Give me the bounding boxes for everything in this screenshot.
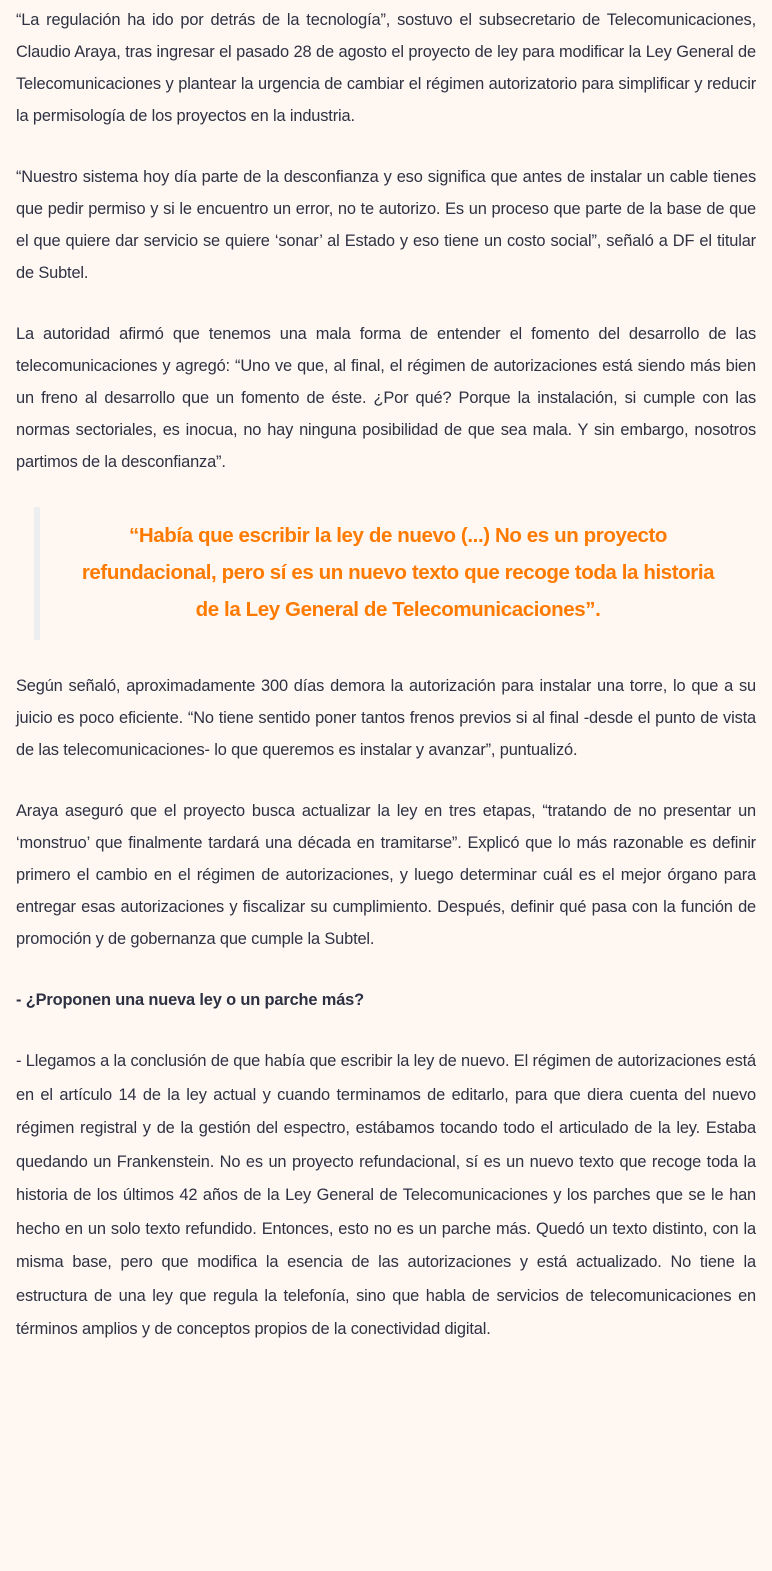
paragraph: “Nuestro sistema hoy día parte de la desconfianza y eso significa que antes de instalar un cable tienes que pedir permiso y si le encuentro un error, no te autorizo. Es un proceso que parte de la base de que el que quiere dar servicio se quiere ‘sonar’ al Estado y eso tiene un costo social”, señaló a DF el titular de Subtel.	[16, 168, 756, 282]
paragraph: La autoridad afirmó que tenemos una mala forma de entender el fomento del desarrollo de las telecomunicaciones y agregó: “Uno ve que, al final, el régimen de autorizaciones está siendo más bien un freno al desarrollo que un fomento de éste. ¿Por qué? Porque la instalación, si cumple con las normas sectoriales, es inocua, no hay ninguna posibilidad de que sea mala. Y sin embargo, nosotros partimos de la desconfianza”.	[16, 325, 756, 471]
pull-quote	[34, 507, 756, 640]
paragraph: “La regulación ha ido por detrás de la tecnología”, sostuvo el subsecretario de Telecomunicaciones, Claudio Araya, tras ingresar el pasado 28 de agosto el proyecto de ley para modificar la Ley General de Telecomunicaciones y plantear la urgencia de cambiar el régimen autorizatorio para simplificar y reducir la permisología de los proyectos en la industria.	[16, 11, 756, 125]
interview-answer: - Llegamos a la conclusión de que había que escribir la ley de nuevo. El régimen de autorizaciones está en el artículo 14 de la ley actual y cuando terminamos de editarlo, para que diera cuenta del nuevo régimen registral y de la gestión del espectro, estábamos tocando todo el articulado de la ley. Estaba quedando un Frankenstein. No es un proyecto refundacional, sí es un nuevo texto que recoge toda la historia de los últimos 42 años de la Ley General de Telecomunicaciones y los parches que se le han hecho en un solo texto refundido. Entonces, esto no es un parche más. Quedó un texto distinto, con la misma base, pero que modifica la esencia de las autorizaciones y está actualizado. No tiene la estructura de una ley que regula la telefonía, sino que habla de servicios de telecomunicaciones en términos amplios y de conceptos propios de la conectividad digital.	[16, 1052, 756, 1338]
pull-quote-text: “Había que escribir la ley de nuevo (...) No es un proyecto refundacional, pero sí es un nuevo texto que recoge toda la historia de la Ley General de Telecomunicaciones”.	[81, 524, 715, 621]
paragraph: Según señaló, aproximadamente 300 días demora la autorización para instalar una torre, lo que a su juicio es poco eficiente. “No tiene sentido poner tantos frenos previos si al final -desde el punto de vista de las telecomunicaciones- lo que queremos es instalar y avanzar”, puntualizó.	[16, 677, 756, 759]
interview-question: - ¿Proponen una nueva ley o un parche más?	[16, 991, 364, 1009]
paragraph: Araya aseguró que el proyecto busca actualizar la ley en tres etapas, “tratando de no presentar un ‘monstruo’ que finalmente tardará una década en tramitarse”. Explicó que lo más razonable es definir primero el cambio en el régimen de autorizaciones, y luego determinar cuál es el mejor órgano para entregar esas autorizaciones y fiscalizar su cumplimiento. Después, definir qué pasa con la función de promoción y de gobernanza que cumple la Subtel.	[16, 802, 756, 948]
